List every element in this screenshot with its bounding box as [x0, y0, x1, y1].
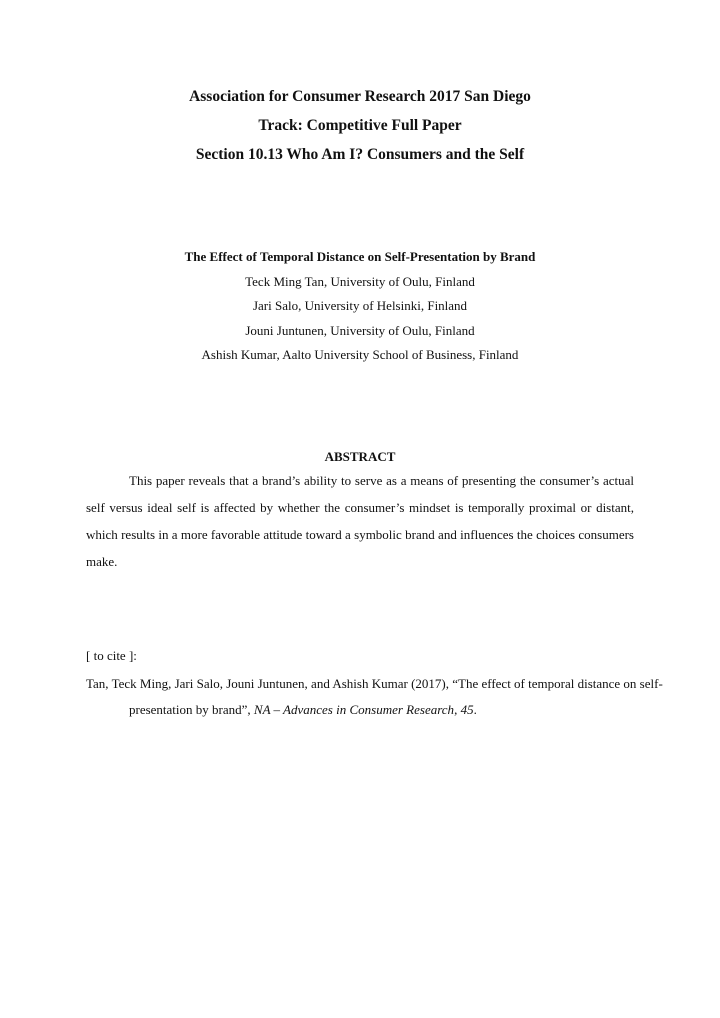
citation-reference — [86, 671, 689, 723]
abstract-body: This paper reveals that a brand’s ability to serve as a means of presenting the consumer’s actual self versus ideal self is affected by whether the consumer’s mindset is temporally proximal or distant, which results in a more favorable attitude toward a symbolic brand and influences the choices consumers make. — [86, 473, 634, 569]
citation-end: . — [473, 702, 477, 717]
paper-title: The Effect of Temporal Distance on Self-Presentation by Brand — [184, 249, 536, 264]
author-2: Jari Salo, University of Helsinki, Finland — [252, 298, 468, 313]
author-4: Ashish Kumar, Aalto University School of Business, Finland — [201, 347, 519, 362]
track-name: Track: Competitive Full Paper — [258, 117, 462, 134]
citation-label: [ to cite ]: — [86, 648, 137, 663]
abstract-heading: ABSTRACT — [324, 449, 396, 464]
author-1: Teck Ming Tan, University of Oulu, Finland — [245, 274, 475, 289]
citation-text: Tan, Teck Ming, Jari Salo, Jouni Juntunen, and Ashish Kumar (2017), “The effect of temporal distance on self-presentation by brand”, — [86, 676, 663, 717]
citation-separator: , — [454, 702, 461, 717]
section-name: Section 10.13 Who Am I? Consumers and the Self — [195, 146, 525, 163]
citation-volume: 45 — [460, 702, 474, 717]
citation-journal: NA – Advances in Consumer Research — [253, 702, 455, 717]
conference-name: Association for Consumer Research 2017 San Diego — [189, 88, 531, 105]
author-3: Jouni Juntunen, University of Oulu, Finland — [245, 323, 475, 338]
